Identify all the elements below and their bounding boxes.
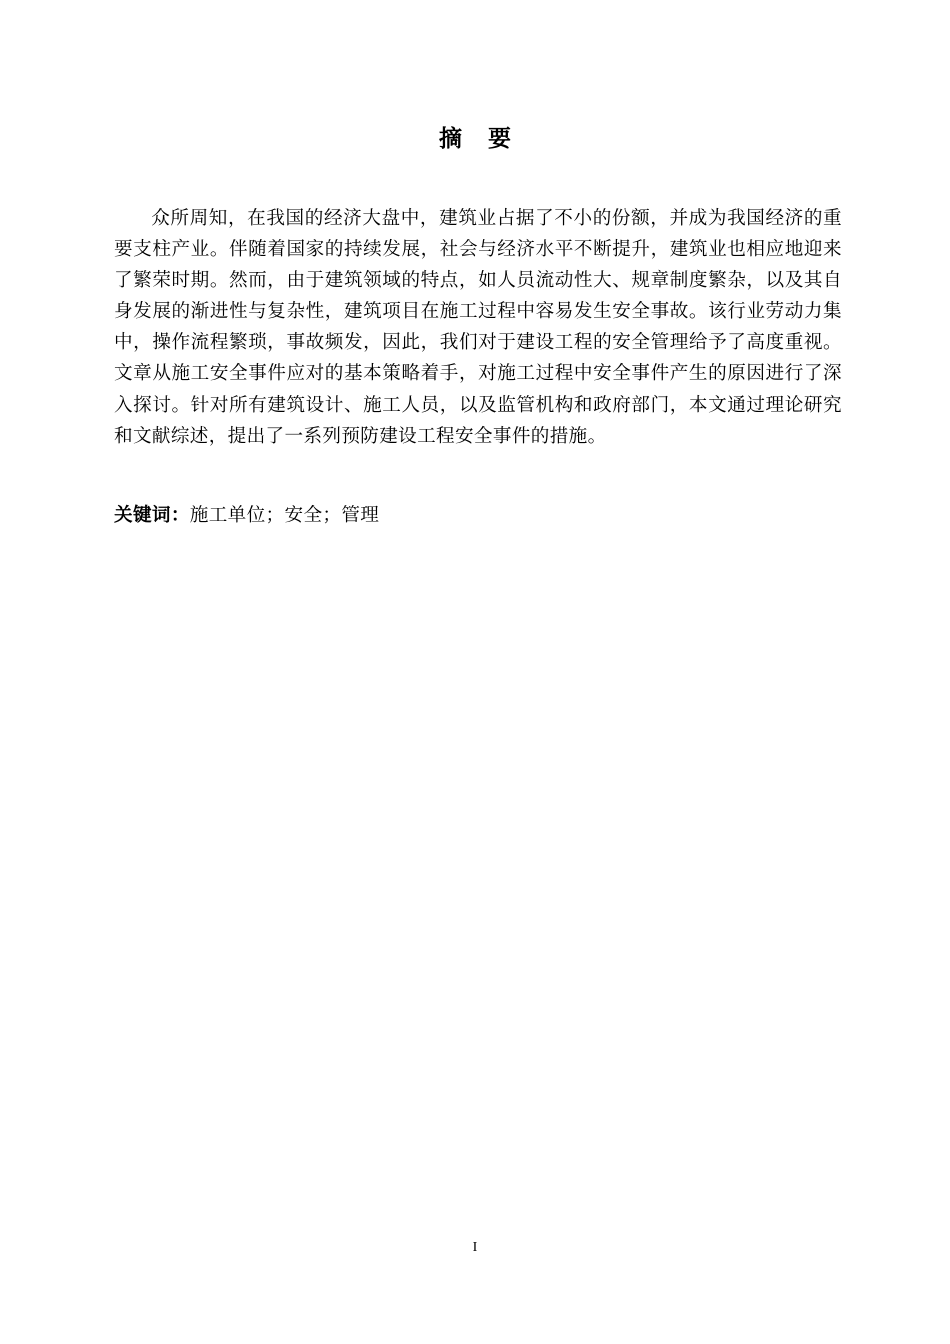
abstract-paragraph: 众所周知，在我国的经济大盘中，建筑业占据了不小的份额，并成为我国经济的重要支柱产业。伴随着国家的持续发展，社会与经济水平不断提升，建筑业也相应地迎来了繁荣时期。然而，由于建筑领域的特点，如人员流动性大、规章制度繁杂，以及其自身发展的渐进性与复杂性，建筑项目在施工过程中容易发生安全事故。该行业劳动力集中，操作流程繁琐，事故频发，因此，我们对于建设工程的安全管理给予了高度重视。文章从施工安全事件应对的基本策略着手，对施工过程中安全事件产生的原因进行了深入探讨。针对所有建筑设计、施工人员，以及监管机构和政府部门，本文通过理论研究和文献综述，提出了一系列预防建设工程安全事件的措施。: [114, 208, 842, 447]
keywords-value: 施工单位；安全；管理: [189, 505, 380, 526]
keywords-line: [114, 502, 842, 530]
abstract-title-char-1: 摘: [439, 126, 462, 152]
page-number: I: [472, 1240, 478, 1255]
abstract-title-char-2: 要: [488, 126, 511, 152]
abstract-title: [0, 120, 950, 158]
keywords-label: 关键词：: [114, 505, 190, 526]
